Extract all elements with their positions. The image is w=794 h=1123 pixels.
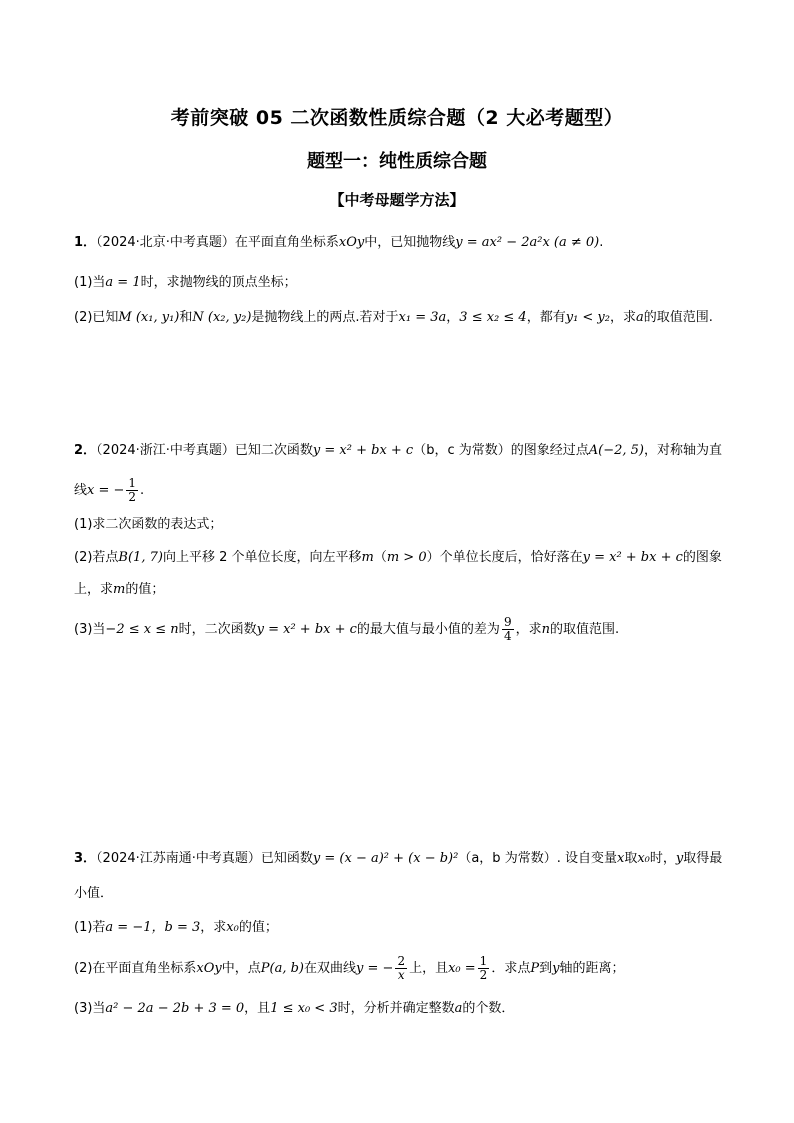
q2-difference-fraction xyxy=(502,616,514,643)
q2-part2-text: （ xyxy=(373,550,387,565)
q3-equation: a² − 2a − 2b + 3 = 0 xyxy=(105,1001,245,1016)
fraction-numerator: 2 xyxy=(397,954,406,968)
q3-var-x0: x₀ xyxy=(637,851,650,866)
q2-point-b: B(1, 7) xyxy=(118,550,163,565)
q1-part1-label: (1)当 xyxy=(74,275,106,290)
q3-part3-label: (3)当 xyxy=(74,1001,106,1016)
q2-var-m: m xyxy=(361,550,374,565)
q3-part1-condition: a = −1，b = 3 xyxy=(105,920,201,935)
q1-point-n: N (x₂, y₂) xyxy=(192,310,252,325)
q3-text: （a，b 为常数）. 设自变量 xyxy=(458,851,617,866)
q1-x2-range: 3 ≤ x₂ ≤ 4 xyxy=(459,310,527,325)
q3-part2-text: 轴的距离； xyxy=(559,961,625,976)
q1-part2-label: (2)已知 xyxy=(74,310,119,325)
q2-axis: x = − xyxy=(87,483,125,498)
q3-text: 已知函数 xyxy=(260,851,313,866)
q2-text: （b，c 为常数）的图象经过点 xyxy=(413,443,589,458)
q2-m-condition: m > 0 xyxy=(386,550,427,565)
q1-var-a: a xyxy=(636,310,644,325)
q3-part2-text: 中，点 xyxy=(221,961,261,976)
q3-var-y: y xyxy=(552,961,560,976)
q3-part3 xyxy=(74,999,734,1019)
q2-part3-text: ，求 xyxy=(515,622,542,637)
q2-var-n: n xyxy=(541,622,550,637)
q1-part1-condition: a = 1 xyxy=(105,275,141,290)
q3-part2-text: 在双曲线 xyxy=(304,961,357,976)
fraction-numerator: 1 xyxy=(479,954,488,968)
document-title: 考前突破 05 二次函数性质综合题（2 大必考题型） xyxy=(170,107,624,129)
question-type-heading: 题型一：纯性质综合题 xyxy=(307,151,487,172)
q1-part2-text: ，都有 xyxy=(526,310,566,325)
fraction-numerator: 1 xyxy=(128,476,137,490)
q2-text: 已知二次函数 xyxy=(234,443,313,458)
q1-part2-text: 的取值范围. xyxy=(643,310,713,325)
q3-var-a: a xyxy=(454,1001,463,1016)
q2-equation: y = x² + bx + c xyxy=(312,443,414,458)
q1-text: 在平面直角坐标系 xyxy=(234,235,339,250)
q3-stem-line2: 小值． xyxy=(74,886,114,901)
fraction-denominator: 4 xyxy=(503,629,512,643)
q3-var-p: P xyxy=(530,961,540,976)
q3-point-p: P(a, b) xyxy=(260,961,305,976)
fraction-denominator: x xyxy=(397,968,405,982)
q3-part1-text: 的值； xyxy=(238,920,278,935)
q2-text: ，对称轴为直 xyxy=(644,443,723,458)
q2-part1: (1)求二次函数的表达式； xyxy=(74,517,223,532)
q3-text: 取得最 xyxy=(683,851,723,866)
q2-var-m: m xyxy=(113,582,126,597)
q1-coord-system: xOy xyxy=(338,235,365,250)
q3-text: 时， xyxy=(649,851,676,866)
q2-part3-label: (3)当 xyxy=(74,622,106,637)
q1-stem xyxy=(74,233,734,253)
q3-x0-range: 1 ≤ x₀ < 3 xyxy=(270,1001,338,1016)
q2-axis-fraction xyxy=(126,477,138,504)
q3-part3-text: 的个数． xyxy=(462,1001,515,1016)
q3-hyperbola-fraction xyxy=(395,955,407,982)
q2-point-a: A(−2, 5) xyxy=(588,443,644,458)
q3-part3-text: 时，分析并确定整数 xyxy=(337,1001,455,1016)
q1-part1-text: 时，求抛物线的顶点坐标； xyxy=(140,275,297,290)
q3-source: （2024·江苏南通·中考真题） xyxy=(96,851,261,866)
q2-part2-text: 的图象 xyxy=(682,550,722,565)
q3-part2-text: 到 xyxy=(539,961,553,976)
q3-var-x0: x₀ xyxy=(226,920,239,935)
q3-stem xyxy=(74,849,734,869)
q2-text: . xyxy=(140,483,145,498)
q3-coord-system: xOy xyxy=(196,961,222,976)
q3-x0-fraction xyxy=(478,955,490,982)
q2-equation: y = x² + bx + c xyxy=(256,622,357,637)
q3-part1-text: ，求 xyxy=(200,920,227,935)
q3-equation: y = (x − a)² + (x − b)² xyxy=(312,851,459,866)
q1-y-inequality: y₁ < y₂ xyxy=(565,310,610,325)
q3-var-x0: x₀ = xyxy=(448,961,476,976)
q2-part2-label: (2)若点 xyxy=(74,550,119,565)
q2-part2-text: 上，求 xyxy=(74,582,114,597)
q2-source: （2024·浙江·中考真题） xyxy=(96,443,235,458)
fraction-numerator: 9 xyxy=(503,615,512,629)
q2-equation: y = x² + bx + c xyxy=(582,550,683,565)
q3-var-x: x xyxy=(616,851,625,866)
q2-part3-text: 的最大值与最小值的差为 xyxy=(356,622,500,637)
q3-part2-text: ．求点 xyxy=(491,961,531,976)
q2-part2-text: 的值； xyxy=(125,582,165,597)
q2-text: 线 xyxy=(74,483,88,498)
q1-text: 中，已知抛物线 xyxy=(364,235,456,250)
q3-part2-label: (2)在平面直角坐标系 xyxy=(74,961,197,976)
q1-point-m: M (x₁, y₁) xyxy=(118,310,180,325)
q1-part2-text: ， xyxy=(446,310,460,325)
q3-var-y: y xyxy=(675,851,684,866)
q1-number: 1． xyxy=(74,235,97,250)
q2-stem xyxy=(74,441,734,461)
q1-part2 xyxy=(74,308,734,328)
section-heading: 【中考母题学方法】 xyxy=(329,191,465,209)
q2-part3-text: 的取值范围. xyxy=(549,622,620,637)
q3-part3-text: ，且 xyxy=(244,1001,271,1016)
q2-x-range: −2 ≤ x ≤ n xyxy=(105,622,179,637)
q2-part3 xyxy=(74,616,734,643)
q1-part2-text: 和 xyxy=(179,310,193,325)
q2-stem-line2 xyxy=(74,477,734,504)
q3-number: 3． xyxy=(74,851,97,866)
q1-x1: x₁ = 3a xyxy=(398,310,447,325)
q3-hyperbola: y = − xyxy=(356,961,394,976)
fraction-denominator: 2 xyxy=(479,968,488,982)
q1-equation: y = ax² − 2a²x (a ≠ 0) xyxy=(455,235,600,250)
q2-part2-line2 xyxy=(74,580,734,600)
q3-text: 取 xyxy=(624,851,638,866)
q1-text: . xyxy=(599,235,604,250)
q1-part2-text: 是抛物线上的两点.若对于 xyxy=(251,310,399,325)
q2-part2-text: ）个单位长度后，恰好落在 xyxy=(426,550,583,565)
q3-part1 xyxy=(74,918,734,938)
q2-part2-text: 向上平移 2 个单位长度，向左平移 xyxy=(162,550,362,565)
fraction-denominator: 2 xyxy=(128,490,137,504)
q2-part2 xyxy=(74,548,734,568)
q3-part1-label: (1)若 xyxy=(74,920,106,935)
q1-part1 xyxy=(74,273,734,293)
q2-part3-text: 时，二次函数 xyxy=(178,622,257,637)
q3-part2-text: 上，且 xyxy=(409,961,449,976)
q1-part2-text: ，求 xyxy=(610,310,637,325)
q3-part2 xyxy=(74,955,734,982)
q1-source: （2024·北京·中考真题） xyxy=(96,235,235,250)
q2-number: 2． xyxy=(74,443,97,458)
